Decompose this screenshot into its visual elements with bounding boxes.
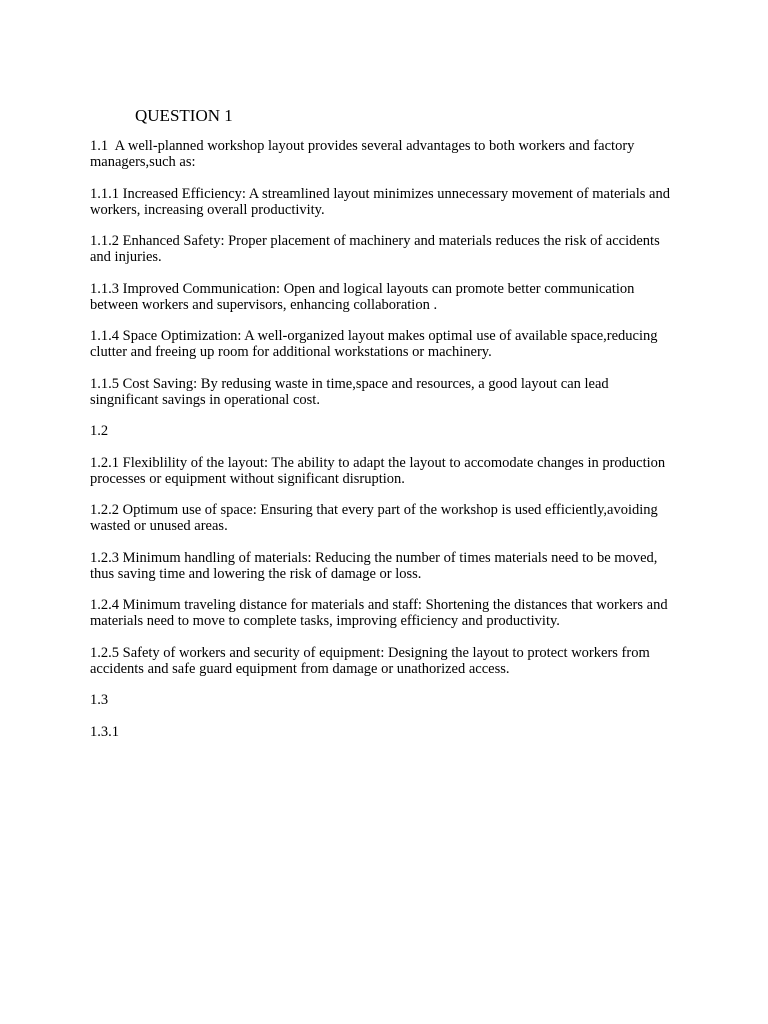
section-1-3-1-label: 1.3.1 xyxy=(90,723,119,740)
paragraph-1-2-2: 1.2.2 Optimum use of space: Ensuring that every part of the workshop is used efficiently,avoiding wasted or unused areas. xyxy=(90,502,662,534)
paragraph-1-2-4: 1.2.4 Minimum traveling distance for materials and staff: Shortening the distances that workers and materials need to move to complete tasks, improving efficiency and productivity. xyxy=(90,597,672,629)
section-1-3-label: 1.3 xyxy=(90,692,109,708)
paragraph-1-1-5: 1.1.5 Cost Saving: By redusing waste in time,space and resources, a good layout can lead singnificant savings in operational cost. xyxy=(90,375,613,408)
question-heading: QUESTION 1 xyxy=(135,106,233,125)
paragraph-1-1: 1.1 A well-planned workshop layout provides several advantages to both workers and factory managers,such as: xyxy=(90,138,639,170)
paragraph-1-2-3: 1.2.3 Minimum handling of materials: Reducing the number of times materials need to be moved, thus saving time and lowering the risk of damage or loss. xyxy=(90,549,662,582)
document-body xyxy=(90,105,680,755)
paragraph-1-1-4: 1.1.4 Space Optimization: A well-organized layout makes optimal use of available space,reducing clutter and freeing up room for additional workstations or machinery. xyxy=(90,328,662,360)
paragraph-1-1-2: 1.1.2 Enhanced Safety: Proper placement of machinery and materials reduces the risk of accidents and injuries. xyxy=(90,233,664,265)
paragraph-1-1-3: 1.1.3 Improved Communication: Open and logical layouts can promote better communication between workers and supervisors, enhancing collaboration . xyxy=(90,280,639,313)
section-1-2-label: 1.2 xyxy=(90,423,109,439)
paragraph-1-1-1: 1.1.1 Increased Efficiency: A streamlined layout minimizes unnecessary movement of materials and workers, increasing overall productivity. xyxy=(90,185,674,218)
paragraph-1-2-5: 1.2.5 Safety of workers and security of equipment: Designing the layout to protect workers from accidents and safe guard equipment from damage or unathorized access. xyxy=(90,644,654,677)
paragraph-1-2-1: 1.2.1 Flexiblility of the layout: The ability to adapt the layout to accomodate changes in production processes or equipment without significant disruption. xyxy=(90,454,669,487)
